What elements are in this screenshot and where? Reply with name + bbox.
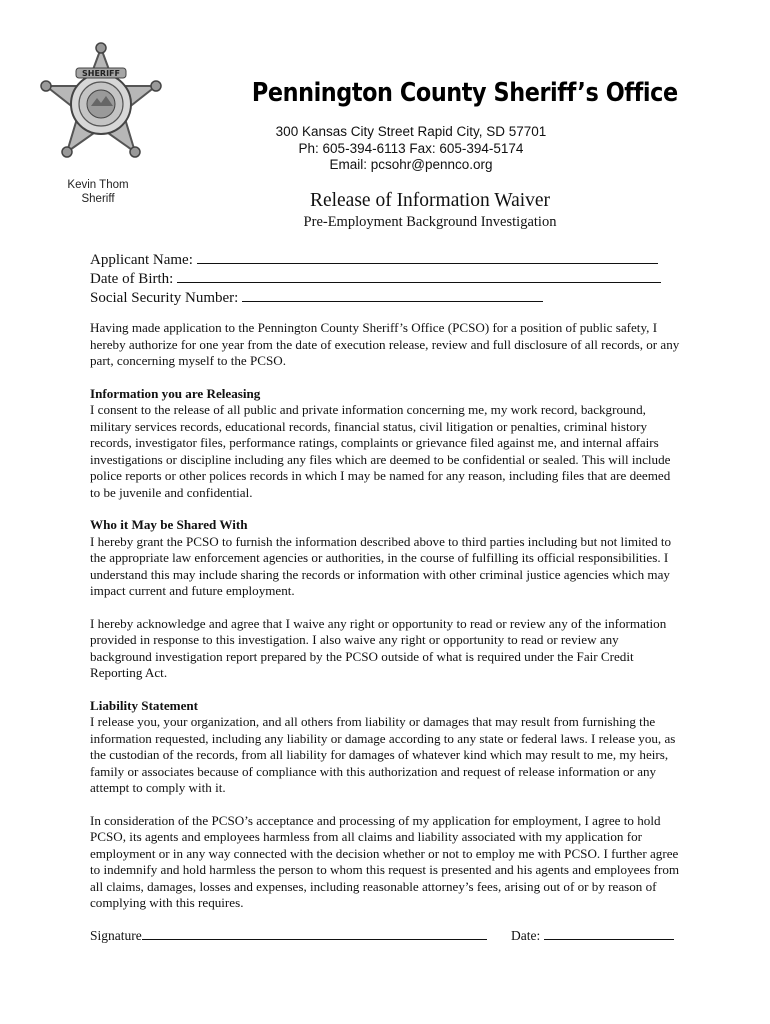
consideration-paragraph: In consideration of the PCSO’s acceptance and processing of my application for employment, I agree to hold PCSO, its agents and employees harmless from all claims and liability associated with my application for employment or in any way connected with the decision whether or not to employ me with PCSO. I further agree to indemnify and hold harmless the person to whom this request is presented and his agents and employees from all claims, damages, losses and expenses, including reasonable attorney’s fees, arising out of or by reason of complying with this requires. <box>90 812 680 910</box>
applicant-name-label: Applicant Name: <box>90 252 193 268</box>
applicant-name-row <box>90 250 661 269</box>
ssn-field[interactable] <box>242 288 543 302</box>
applicant-name-field[interactable] <box>197 250 658 264</box>
signature-row <box>90 926 680 944</box>
date-label: Date: <box>511 928 541 943</box>
document-subtitle: Pre-Employment Background Investigation <box>303 214 557 230</box>
releasing-heading: Information you are Releasing <box>90 385 261 401</box>
sheriff-star-badge-logo <box>36 42 166 172</box>
document-title: Release of Information Waiver <box>309 190 551 211</box>
liability-paragraph: I release you, your organization, and all others from liability or damages that may result from furnishing the information requested, including any liability or damage according to any state or federal laws. I release you, as the custodian of the records, from all liability for damages of whatever kind which may result to me, my heirs, family or associates because of compliance with this authorization and request of release information or any attempt to comply with it. <box>90 714 676 795</box>
applicant-fields <box>90 250 661 307</box>
address: 300 Kansas City Street Rapid City, SD 57701 <box>275 124 547 139</box>
dob-field[interactable] <box>177 269 661 283</box>
intro-paragraph: Having made application to the Pennington County Sheriff’s Office (PCSO) for a position of public safety, I hereby authorize for one year from the date of execution release, review and full disclosure of all records, or any part, concerning myself to the PCSO. <box>90 320 680 368</box>
sheriff-title: Sheriff <box>81 193 115 205</box>
sheriff-name-block <box>40 178 156 206</box>
dob-label: Date of Birth: <box>90 271 174 287</box>
office-title: Pennington County Sheriff’s Office <box>251 78 678 108</box>
waiver-body <box>90 320 680 928</box>
email: Email: pcsohr@pennco.org <box>329 157 493 172</box>
acknowledge-paragraph: I hereby acknowledge and agree that I waive any right or opportunity to read or review any of the information provided in response to this investigation. I also waive any right or opportunity to read or review any background investigation report prepared by the PCSO outside of what is required under the Fair Credit Reporting Act. <box>90 615 667 680</box>
ssn-label: Social Security Number: <box>90 290 239 306</box>
liability-heading: Liability Statement <box>90 697 199 713</box>
dob-row <box>90 269 661 288</box>
shared-paragraph: I hereby grant the PCSO to furnish the information described above to third parties including but not limited to the appropriate law enforcement agencies or authorities, in the course of fulfilling its official responsibilities. I understand this may include sharing the records or information with other criminal justice agencies which may impact current and future employment. <box>90 533 672 598</box>
svg-text:SHERIFF: SHERIFF <box>82 69 120 78</box>
phone-fax: Ph: 605-394-6113 Fax: 605-394-5174 <box>298 140 524 156</box>
signature-field[interactable] <box>142 926 487 940</box>
sheriff-name: Kevin Thom <box>67 179 129 191</box>
ssn-row <box>90 288 661 307</box>
date-field[interactable] <box>544 926 674 940</box>
releasing-paragraph: I consent to the release of all public and private information concerning me, my work record, background, military services records, educational records, financial status, civil litigation or penalties, criminal history records, investigator files, performance ratings, complaints or grievance filed against me, and internal affairs investigations or discipline including any files which are deemed to be confidential or sealed. This will include police reports or other polices records in which I may be named for any reason, including files that are deemed to be juvenile and confidential. <box>90 402 671 500</box>
contact-block <box>236 124 586 174</box>
date-group <box>511 926 674 944</box>
shared-heading: Who it May be Shared With <box>90 517 248 532</box>
signature-label: Signature <box>90 928 142 943</box>
